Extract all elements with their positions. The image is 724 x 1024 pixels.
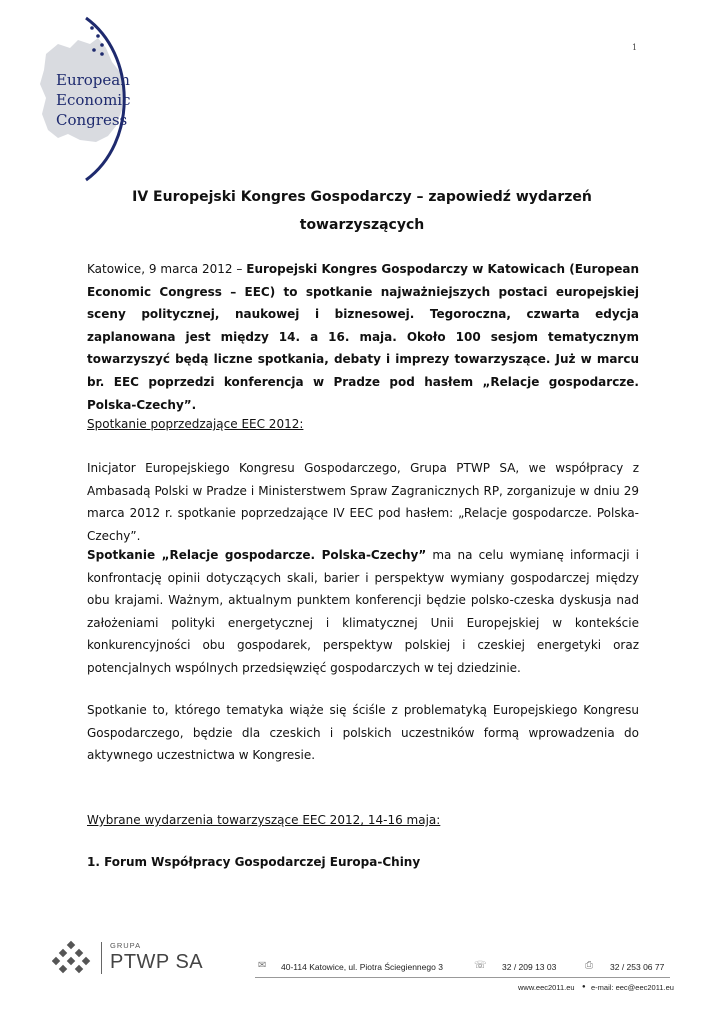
title-line-1: IV Europejski Kongres Gospodarczy – zapowiedź wydarzeń <box>132 189 592 205</box>
footer-fax: 32 / 253 06 77 <box>610 962 665 972</box>
footer-address: 40-114 Katowice, ul. Piotra Ściegiennego 3 <box>281 962 443 972</box>
document-title <box>88 183 636 239</box>
footer-phone: 32 / 209 13 03 <box>502 962 557 972</box>
section-heading-forum: 1. Forum Współpracy Gospodarczej Europa-Chiny <box>87 855 421 869</box>
footer-grupa: GRUPA <box>110 941 142 950</box>
intro-bold: Europejski Kongres Gospodarczy w Katowicach (European Economic Congress – EEC) to spotkanie najważniejszych postaci europejskiej sceny politycznej, naukowej i biznesowej. Tegoroczna, czwarta edycja zaplanowana jest między 14. a 16. maja. Około 100 sesjom tematycznym towarzyszyć będą liczne spotkania, debaty i imprezy towarzyszące. Już w marcu br. EEC poprzedzi konferencja w Pradze pod hasłem „Relacje gospodarcze. Polska-Czechy”. <box>87 262 639 412</box>
paragraph-organizer: Inicjator Europejskiego Kongresu Gospodarczego, Grupa PTWP SA, we współpracy z Ambasadą Polski w Pradze i Ministerstwem Spraw Zagranicznych RP, zorganizuje w dniu 29 marca 2012 r. spotkanie poprzedzające IV EEC pod hasłem: „Relacje gospodarcze. Polska-Czechy”. <box>87 461 639 543</box>
section-heading-pre-event: Spotkanie poprzedzające EEC 2012: <box>87 417 304 431</box>
fax-icon: ⎙ <box>585 960 593 971</box>
section-heading-side-events: Wybrane wydarzenia towarzyszące EEC 2012, 14-16 maja: <box>87 813 441 827</box>
meeting-title-bold: Spotkanie „Relacje gospodarcze. Polska-Czechy” <box>87 548 427 562</box>
footer-email[interactable]: e-mail: eec@eec2011.eu <box>591 983 674 992</box>
paragraph-meeting-goal <box>87 544 639 680</box>
footer-divider <box>101 942 102 974</box>
bullet-icon: ● <box>582 984 586 990</box>
footer-website[interactable]: www.eec2011.eu <box>518 983 575 992</box>
meeting-description: ma na celu wymianę informacji i konfrontację opinii dotyczących skali, barier i perspektyw wymiany gospodarczej między obu krajami. Ważnym, aktualnym punktem konferencji będzie polsko-czeska dyskusja nad założeniami polityki energetycznej i klimatycznej Unii Europejskiej w kontekście konkurencyjności obu gospodarek, perspektyw polskiej i czeskiej energetyki oraz potencjalnych wspólnych przedsięwzięć gospodarczych w tej dziedzinie. <box>87 548 639 675</box>
page-number: 1 <box>632 43 638 52</box>
ptwp-diamond-logo <box>52 940 92 976</box>
footer-rule <box>255 977 670 978</box>
logo-line-3: Congress <box>56 111 128 129</box>
intro-paragraph <box>87 258 639 416</box>
intro-lead: Katowice, 9 marca 2012 – <box>87 262 247 276</box>
logo-text <box>56 70 156 130</box>
logo-line-1: European <box>56 71 130 89</box>
title-line-2: towarzyszących <box>299 217 425 233</box>
logo-line-2: Economic <box>56 91 131 109</box>
phone-icon: ☏ <box>474 960 487 971</box>
footer-company: PTWP SA <box>110 951 204 973</box>
envelope-icon: ✉ <box>258 960 267 971</box>
paragraph-meeting-context: Spotkanie to, którego tematyka wiąże się ściśle z problematyką Europejskiego Kongresu Gospodarczego, będzie dla czeskich i polskich uczestników formą wprowadzenia do aktywnego uczestnictwa w Kongresie. <box>87 703 639 763</box>
